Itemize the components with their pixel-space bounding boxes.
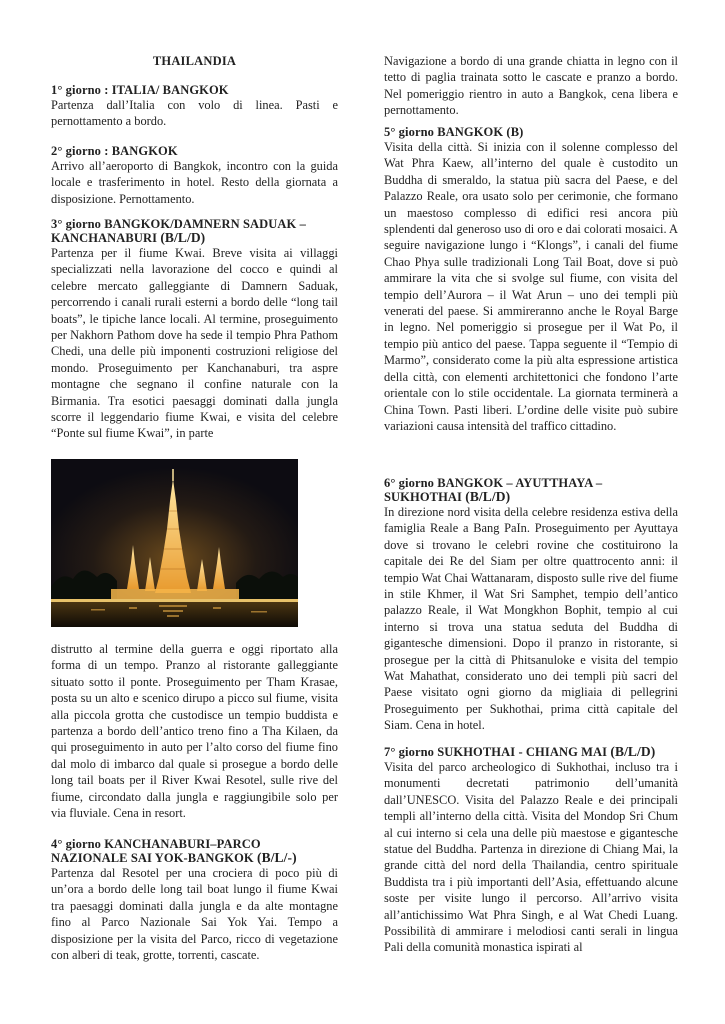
day-text: Partenza dall’Italia con volo di linea. Pasti e pernottamento a bordo. xyxy=(51,98,338,129)
day-text: Visita del parco archeologico di Sukhothai, incluso tra i monumenti decretati patrimonio dell’umanità dall’UNESCO. Visita del Palazzo Reale e dei principali templi all’interno della città. Visita del Mondop Sri Chum al cui interno si cela una delle più maestose e gigantesche statue del Buddha. Partenza in direzione di Chiang Mai, la grande città del nord della Thailandia, centro spirituale Buddista tra i più importanti dell’Asia, effettuando alcune soste per visite lungo il percorso. All’arrivo visita all’antichissimo Wat Phra Singh, e al Wat Chedi Luang. Possibilità di ammirare i melodiosi canti serali in lingua Pali della comunità monastica ispirati al xyxy=(384,760,678,955)
day-text: In direzione nord visita della celebre residenza estiva della famiglia Reale a Bang PaIn. Proseguimento per Ayuttaya dove si trovano le celebri rovine che costituirono la capitale dei Re del Siam per oltre quattrocento anni: il tempio Wat Chai Wattanaram, disposto sulle rive del fiume in stile Khmer, il Wat Sri Samphet, tempio dell’antico palazzo Reale, il Wat Mongkhon Bophit, tempio al cui interno si trova una statua seduta del Buddha di gigantesche dimensioni. Dopo il pranzo in ristorante, si prosegue per la città di Phitsanuloke e visita del tempio Wat Mahathat, considerato uno dei templi più sacri del Paese visitato ogni giorno da migliaia di pellegrini Proseguimento per Sukhothai, prima città capitale del Siam. Cena in hotel. xyxy=(384,505,678,733)
day-text: Arrivo all’aeroporto di Bangkok, incontro con la guida locale e trasferimento in hotel. Resto della giornata a disposizione. Pernottamento. xyxy=(51,159,338,206)
day-heading: 2° giorno : BANGKOK xyxy=(51,144,178,158)
day-heading-text: 7° giorno SUKHOTHAI - CHIANG MAI xyxy=(384,745,608,759)
day-heading xyxy=(51,218,338,245)
day-text: Visita della città. Si inizia con il solenne complesso del Wat Phra Kaew, all’interno del quale è custodito un Buddha di smeraldo, la statua più sacra del Paese, e del Palazzo Reale, ora usato solo per cerimonie, che formano un maestoso complesso di edifici resi ancora più splendenti dal generoso uso di oro e dai colorati mosaici. A seguire navigazione lungo i “Klongs”, i canali del fiume Chao Phya sulle tradizionali Long Tail Boat, dove si può ammirare la vita che si svolge sul fiume, con visita del tempio dell’Aurora – il Wat Arun – uno dei templi più venerati del paese. Si ammireranno anche le Royal Barge in legno. Nel pomeriggio si prosegue per il Wat Po, il tempio più antico del paese. Tappa seguente il “Tempio di Marmo”, considerato come la più alta espressione artistica della città, con elementi architettonici che fondono l’arte orientale con lo stile occidentale. La giornata terminerà a China Town. Pasti liberi. L’ordine delle visite può subire variazioni causa intensità del traffico cittadino. xyxy=(384,140,678,433)
day-3-continued xyxy=(51,641,338,821)
day-text: distrutto al termine della guerra e oggi riportato alla forma di un tempo. Pranzo al ristorante galleggiante situato sotto il ponte. Proseguimento per Tham Krasae, posta su un alto e scenico dirupo a picco sul fiume, visita alla piccola grotta che custodisce un tempio buddista e partenza a bordo dell’antico treno fino a Tha Kilaen, da qui proseguimento in auto per l’alto corso del fiume fino dal molo di imbarco dal quale si prosegue a bordo delle long tail boats per il River Kwai Resotel, sulle rive del fiume, circondato dalla jungla e raggiungibile solo per via fluviale. Cena in resort. xyxy=(51,642,338,821)
meals-code: (B/L/D) xyxy=(465,489,511,504)
page-title: THAILANDIA xyxy=(152,54,237,68)
day-text: Partenza per il fiume Kwai. Breve visita ai villaggi specializzati nella lavorazione del cocco e quindi al celebre mercato galleggiante di Damnern Saduak, percorrendo i canali rurali esterni a bordo delle “long tail boats”, le tipiche lance locali. Al termine, proseguimento per Nakhorn Pathom dove ha sede il tempio Phra Pathom Chedi, una delle più imponenti costruzioni religiose del mondo. Proseguimento per Kanchanaburi, tra aspre montagne che segnano il confine naturale con la Birmania. Tra esotici paesaggi dominati dalla jungla scorre il leggendario fiume Kwai, e visita del celebre “Ponte sul fiume Kwai”, in parte xyxy=(51,246,338,441)
day-heading-text: 6° giorno BANGKOK – AYUTTHAYA – SUKHOTHAI xyxy=(384,476,603,504)
day-text: Navigazione a bordo di una grande chiatta in legno con il tetto di paglia trainata sotto le cascate e pranzo a bordo. Nel pomeriggio rientro in auto a Bangkok, cena libera e pernottamento. xyxy=(384,54,678,118)
day-heading-text: 3° giorno BANGKOK/DAMNERN SADUAK – KANCHANABURI xyxy=(51,217,306,245)
day-heading: 1° giorno : ITALIA/ BANGKOK xyxy=(51,83,229,97)
wat-arun-temple-photo xyxy=(51,459,298,627)
day-1 xyxy=(51,84,338,130)
day-text: Partenza dal Resotel per una crociera di poco più di un’ora a bordo delle long tail boat lungo il fiume Kwai tra paesaggi dominati dalla jungla e da alte montagne fino al Parco Nazionale Sai Yok Yai. Tempo a disposizione per la visita del Parco, ricco di vegetazione con alberi di teak, grotte, torrenti, cascate. xyxy=(51,866,338,963)
day-4 xyxy=(51,838,338,963)
meals-code: (B/L/D) xyxy=(160,230,206,245)
wat-arun-temple-night-icon xyxy=(51,459,298,627)
day-heading xyxy=(384,745,678,759)
day-heading xyxy=(51,838,338,865)
day-2 xyxy=(51,145,338,207)
day-4-continued xyxy=(384,53,678,119)
meals-code: (B/L/-) xyxy=(257,850,297,865)
day-6 xyxy=(384,477,678,734)
day-3 xyxy=(51,218,338,442)
day-heading xyxy=(384,477,678,504)
day-7 xyxy=(384,745,678,956)
day-heading-text: 4° giorno KANCHANABURI–PARCO NAZIONALE SAI YOK-BANGKOK xyxy=(51,837,261,865)
meals-code: (B/L/D) xyxy=(610,744,656,759)
day-heading: 5° giorno BANGKOK (B) xyxy=(384,125,524,139)
day-5 xyxy=(384,126,678,434)
